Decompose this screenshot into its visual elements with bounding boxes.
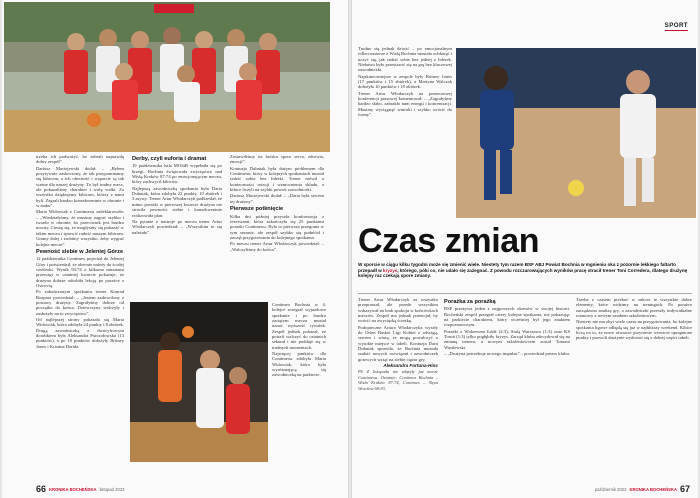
left-footer	[36, 484, 124, 494]
left-col3-par: Dariusz Maciejewski dodał: – „Daria była sercem tej drużyny”.	[230, 193, 324, 204]
left-col3-par: Kontuzja Dubniak była dużym problemem dla Contimexu, który w kolejnych spotkaniach musiał radzić sobie bez liderki. Trener mówił o konieczności rotacji i wzmocnienia składu, a kibice liczyli na szybki powrót zawodniczki.	[230, 165, 324, 193]
page-number: 67	[679, 484, 690, 494]
lead-paragraph	[358, 262, 692, 279]
left-col1-heading: Pewność siebie w Jeleniej Górze	[36, 248, 124, 255]
left-col4-par: Najwięcej punktów dla Contimexu zdobyła Marta Widowiak, która była wyróżniającą się zawodniczką na parkiecie.	[272, 351, 326, 378]
lead-text: , którego, póki co, nie udało się zażegnać. Z powodu rozczarowujących wyników pracę stracił trener Toni Corredera, dlatego drużynę kolejny raz czekają spore zmiany.	[358, 267, 688, 279]
left-col-photo-right	[272, 302, 326, 462]
right-col3-heading: Porażka za porażką	[444, 299, 496, 305]
article-author: Aleksandra Fortuna-Hinc	[383, 363, 438, 369]
right-col1-par: Trudno się jednak dziwić – po emocjonalnym rollercoasterze z Wisłą Bochnia musiała ochłonąć i uczyć się, jak radzić sobie bez jednej z liderek. Niełatwo było przestawić się na grę bez kluczowej zawodniczki.	[358, 46, 452, 73]
team-photo-image	[4, 2, 330, 152]
game-photo-image	[130, 302, 268, 462]
left-col1-par: Marta Widowiak z Contimexu zadeklarowała: – „Wiedziałyśmy, że musimy zagrać szybko i twardo w obronie, bo przeciwnik jest bardzo mocny. Cieszę się, że mogłyśmy się pokazać w takim meczu i sprawić radość naszym kibicom. Gramy dalej i zrobimy wszystko, żeby wygrać kolejne mecze”.	[36, 209, 124, 247]
left-col3-par: Kilka dni później przyszła konfrontacja z rezerwami, która zakończyła się 25 punktami porażki Contimexu. Była to pierwsza przegrana w tym sezonie, ale zespół szybko się podniósł i zaczął przygotowania do kolejnego spotkania.	[230, 213, 324, 240]
issue-date: listopad 2023	[99, 486, 125, 492]
right-col4-par: Trzeba z czasem przekuć w sukces te wszystkie dobre elementy, które widzimy na treningach. Po porażce zarządzono analizę gry, a zawodniczki przeszły indywidualne rozmowy z nowym sztabem szkoleniowym.	[576, 297, 692, 319]
right-col-3	[444, 297, 570, 481]
right-col3-par: – „Drużyna potrzebuje nowego impulsu” – powiedział prezes klubu.	[444, 351, 570, 357]
left-col4-par: Contimex Bochnia w 4. kolejce rozegrał wyjazdowe spotkanie i po bardzo zaciętym meczu musiał uznać wyższość rywalek. Zespół jednak pokazał, że potrafi walczyć do ostatnich sekund i nie poddaje się w trudnych momentach.	[272, 302, 326, 350]
left-col-2	[132, 154, 222, 300]
left-col-3	[230, 154, 324, 300]
left-col2-par: 19 października hala MOSiR wypełniła się po brzegi. Bochnia świętowała zwycięstwo nad Wisłą Kraków 87:74 po emocjonującym meczu, który zachwycił kibiców.	[132, 163, 222, 185]
divider	[358, 293, 692, 294]
left-col3-heading: Pierwsze potknięcie	[230, 206, 284, 213]
left-col1-par: Po zakończonym spotkaniu trener Konrad Rozpara powiedział: – „Jestem zadowolony z postawy drużyny. Zagrałyśmy dobrze od początku do końca. Dziewczyny walczyły i zasłużyły na to zwycięstwo”.	[36, 289, 124, 316]
volleyball-photo-image	[456, 48, 696, 218]
right-col-2	[358, 297, 438, 481]
right-col2-par: Trener Artur Włodarczyk za wszystko przepraszał, ale przede wszystkim wskazywał na brak spokoju w końcówkach meczów. Zespół ma jednak potencjał, by wrócić na zwycięską ścieżkę.	[358, 297, 438, 324]
issue-date: październik 2023	[594, 486, 627, 492]
postscript: PS Z listopada nie zdążyły już mecze Contimexu. Ostatnie: Contimex Bochnia – Wisła Kraków 87:74, Contimex – Ślęza Wrocław 68:93.	[358, 369, 438, 391]
left-col2-par: Najlepszą zawodniczką spotkania była Daria Dubniak, która zdobyła 22 punkty, 10 zbiórek i 3 asysty. Trener Artur Włodarczyk podkreślał, że mimo porażki w pierwszej kwarcie drużyna nie straciła pewności siebie i konsekwentnie realizowała plan.	[132, 185, 222, 218]
page-number: 66	[36, 484, 47, 494]
left-col1-par: Od najlepszej strony pokazała się Marta Widowiak, która zdobyła 24 punkty i 8 zbiórek. Drugą zawodniczką z dwucyfrowym dorobkiem była Aleksandra Pszczołowska (13 punktów), a po 10 punktów dołożyły Britney Jones i Kristina Darida.	[36, 317, 124, 349]
right-footer	[595, 484, 690, 494]
right-col4-par: Niestety nie ma zbyt wiele czasu na przygotowania, bo kolejne spotkania ligowe odbędą się już w najbliższy weekend. Kibice liczą na to, że nowe otwarcie przyniesie wreszcie upragnione punkty i pozwoli drużynie wydostać się z dolnej części tabeli.	[576, 319, 692, 341]
right-col1-par: Najskuteczniejsze w zespole były Britney Jones (17 punktów i 15 zbiórek), a Martyna Walczak dołożyła 10 punktów i 10 zbiórek.	[358, 73, 452, 90]
magazine-brand: KRONIKA BOCHEŃSKA	[629, 486, 677, 492]
left-col1-par: 12 października Contimex pojechał do Jeleniej Góry i potwierdził, że obecnie należy do ścisłej czołówki. Wynik 94:74 z kilkoma minutami przewagi w ostatniej kwarcie pokazuje, że drużyna dobrze odrobiła lekcję po porażce z Ostrovią.	[36, 256, 124, 288]
right-col-4	[576, 297, 692, 481]
left-col2-par: Na pytanie o nastroje po meczu trener Artur Włodarczyk powiedział: – „Wszystkim to się należało”.	[132, 218, 222, 235]
right-page	[352, 0, 698, 498]
right-col-1	[358, 46, 452, 216]
left-col1-par: trzeba ich podważyć, bo zebrali naprawdę dobry zespół”.	[36, 154, 124, 165]
volleyball-photo	[456, 48, 696, 218]
left-col-1	[36, 154, 124, 464]
left-col3-par: Po meczu trener Artur Włodarczyk powiedział: – „Walczyliśmy do końca”.	[230, 241, 324, 252]
lead-text: W sporcie w ciągu kilku tygodni może się zmienić wiele. Niestety tym razem BSF ABJ Powiat Bochnia w mgnieniu oka z pozornie lekkiego faltarto przepadł w	[358, 262, 676, 273]
section-tag: SPORT	[664, 22, 688, 29]
right-col1-par: Trener Artur Włodarczyk na pomeczowej konferencji prasowej komentował: – „Zagrałyśmy bardzo słabo, zabrakło nam energii i koncentracji. Musimy wyciągnąć wnioski i szybko wrócić do formy”.	[358, 90, 452, 118]
right-col2-par: Podopieczne Artura Włodarczyka wyszły do Orlen Basket Ligi Kobiet z odwagą, sercem i wiarą, że mogą powalczyć o wysokie miejsce w tabeli. Kontuzja Darii Dubniak sprawiła, że Bochnia musiała szukać nowych rozwiązań i zawodniczek gotowych wziąć na siebie ciężar gry.	[358, 324, 438, 362]
magazine-brand: KRONIKA BOCHEŃSKA	[49, 486, 97, 492]
headline: Czas zmian	[358, 222, 540, 260]
right-col3-par: Porażki z Widzewem Łódź (2:3), Stalą Warszawa (1:3) oraz KS Toruń (1:3) tylko pogłębiły kryzys. Zarząd klubu zdecydował się na zmianę trenera, a nowym szkoleniowcem został Tomasz Wasilewski.	[444, 328, 570, 350]
left-page	[2, 0, 348, 498]
right-col3-par: BSF przeżywa jeden z najgorszych okresów w swojej historii. Bocheński zespół przegrał cztery kolejne spotkania, nie pokazując na parkiecie charakteru, który wcześniej był jego znakiem rozpoznawczym.	[444, 306, 570, 328]
game-photo	[130, 302, 268, 462]
lead-highlight: kryzys	[383, 267, 398, 273]
left-col3-par: Zostawiliśmy na boisku sporo serca, zdrowia, emocji”.	[230, 154, 324, 165]
left-col1-par: Dariusz Maciejewski dodał: – „Byłem pozytywnie zaskoczony, że tak przypominamy się kibicom, a ich obecność i wsparcie są tak ważne dla naszej drużyny. To był trudny mecz, ale pokazaliśmy charakter i wolę walki. Za wszystko dziękujemy kibicom, którzy z nami byli. Zagrali bardzo konsekwentnie w obronie i w ataku”.	[36, 165, 124, 209]
team-photo	[4, 2, 330, 152]
left-col2-heading: Derby, czyli euforia i dramat	[132, 156, 207, 162]
